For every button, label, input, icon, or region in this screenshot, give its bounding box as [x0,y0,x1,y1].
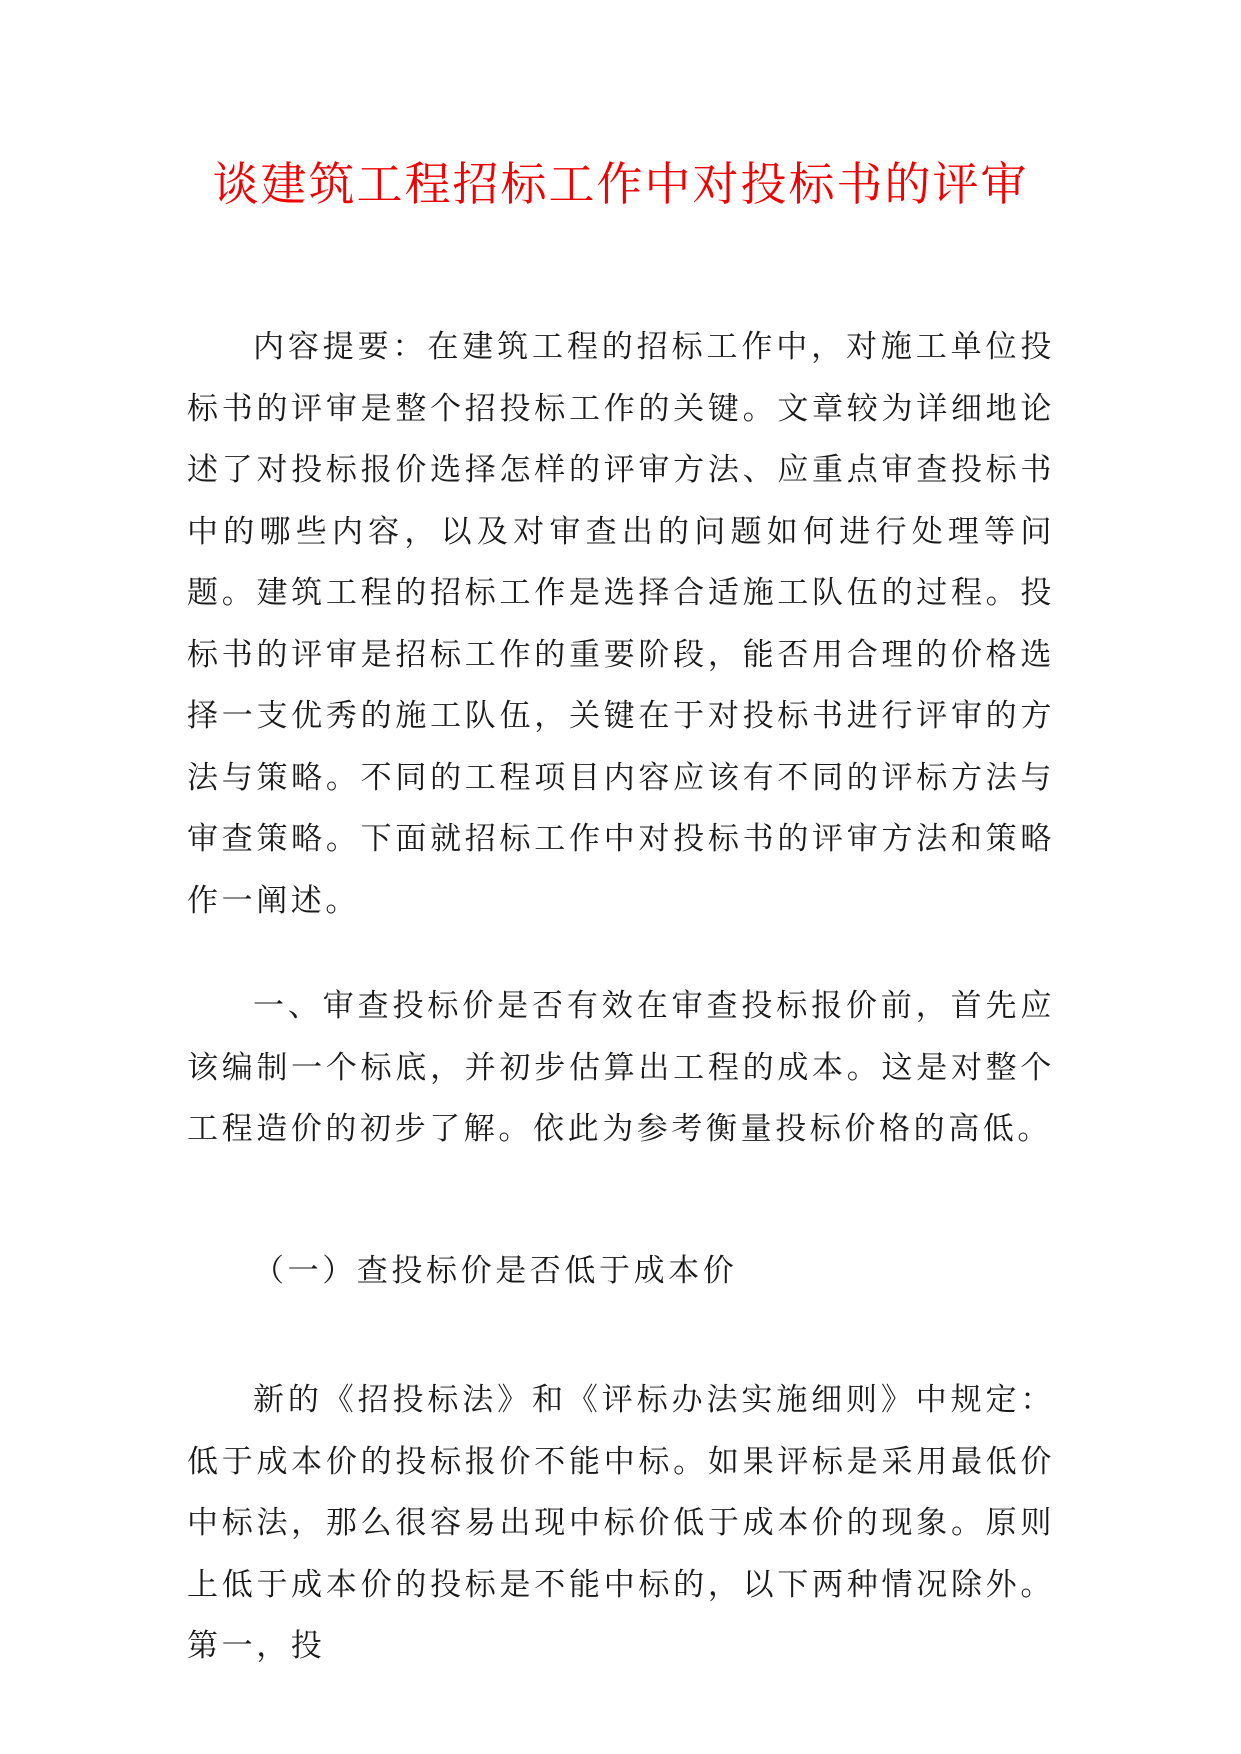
abstract-paragraph: 内容提要：在建筑工程的招标工作中，对施工单位投标书的评审是整个招投标工作的关键。文章较为详细地论述了对投标报价选择怎样的评审方法、应重点审查投标书中的哪些内容，以及对审查出的问题如何进行处理等问题。建筑工程的招标工作是选择合适施工队伍的过程。投标书的评审是招标工作的重要阶段，能否用合理的价格选择一支优秀的施工队伍，关键在于对投标书进行评审的方法与策略。不同的工程项目内容应该有不同的评标方法与审查策略。下面就招标工作中对投标书的评审方法和策略作一阐述。 [187,329,1055,919]
section-1-paragraph: 一、审查投标价是否有效在审查投标报价前，首先应该编制一个标底，并初步估算出工程的成本。这是对整个工程造价的初步了解。依此为参考衡量投标价格的高低。 [187,988,1055,1147]
document-title: 谈建筑工程招标工作中对投标书的评审 [212,157,1029,211]
subsection-1-heading: （一）查投标价是否低于成本价 [253,1253,738,1289]
body-paragraph-2: 新的《招投标法》和《评标办法实施细则》中规定：低于成本价的投标报价不能中标。如果评标是采用最低价中标法，那么很容易出现中标价低于成本价的现象。原则上低于成本价的投标是不能中标的，以下两种情况除外。第一，投 [187,1382,1055,1664]
